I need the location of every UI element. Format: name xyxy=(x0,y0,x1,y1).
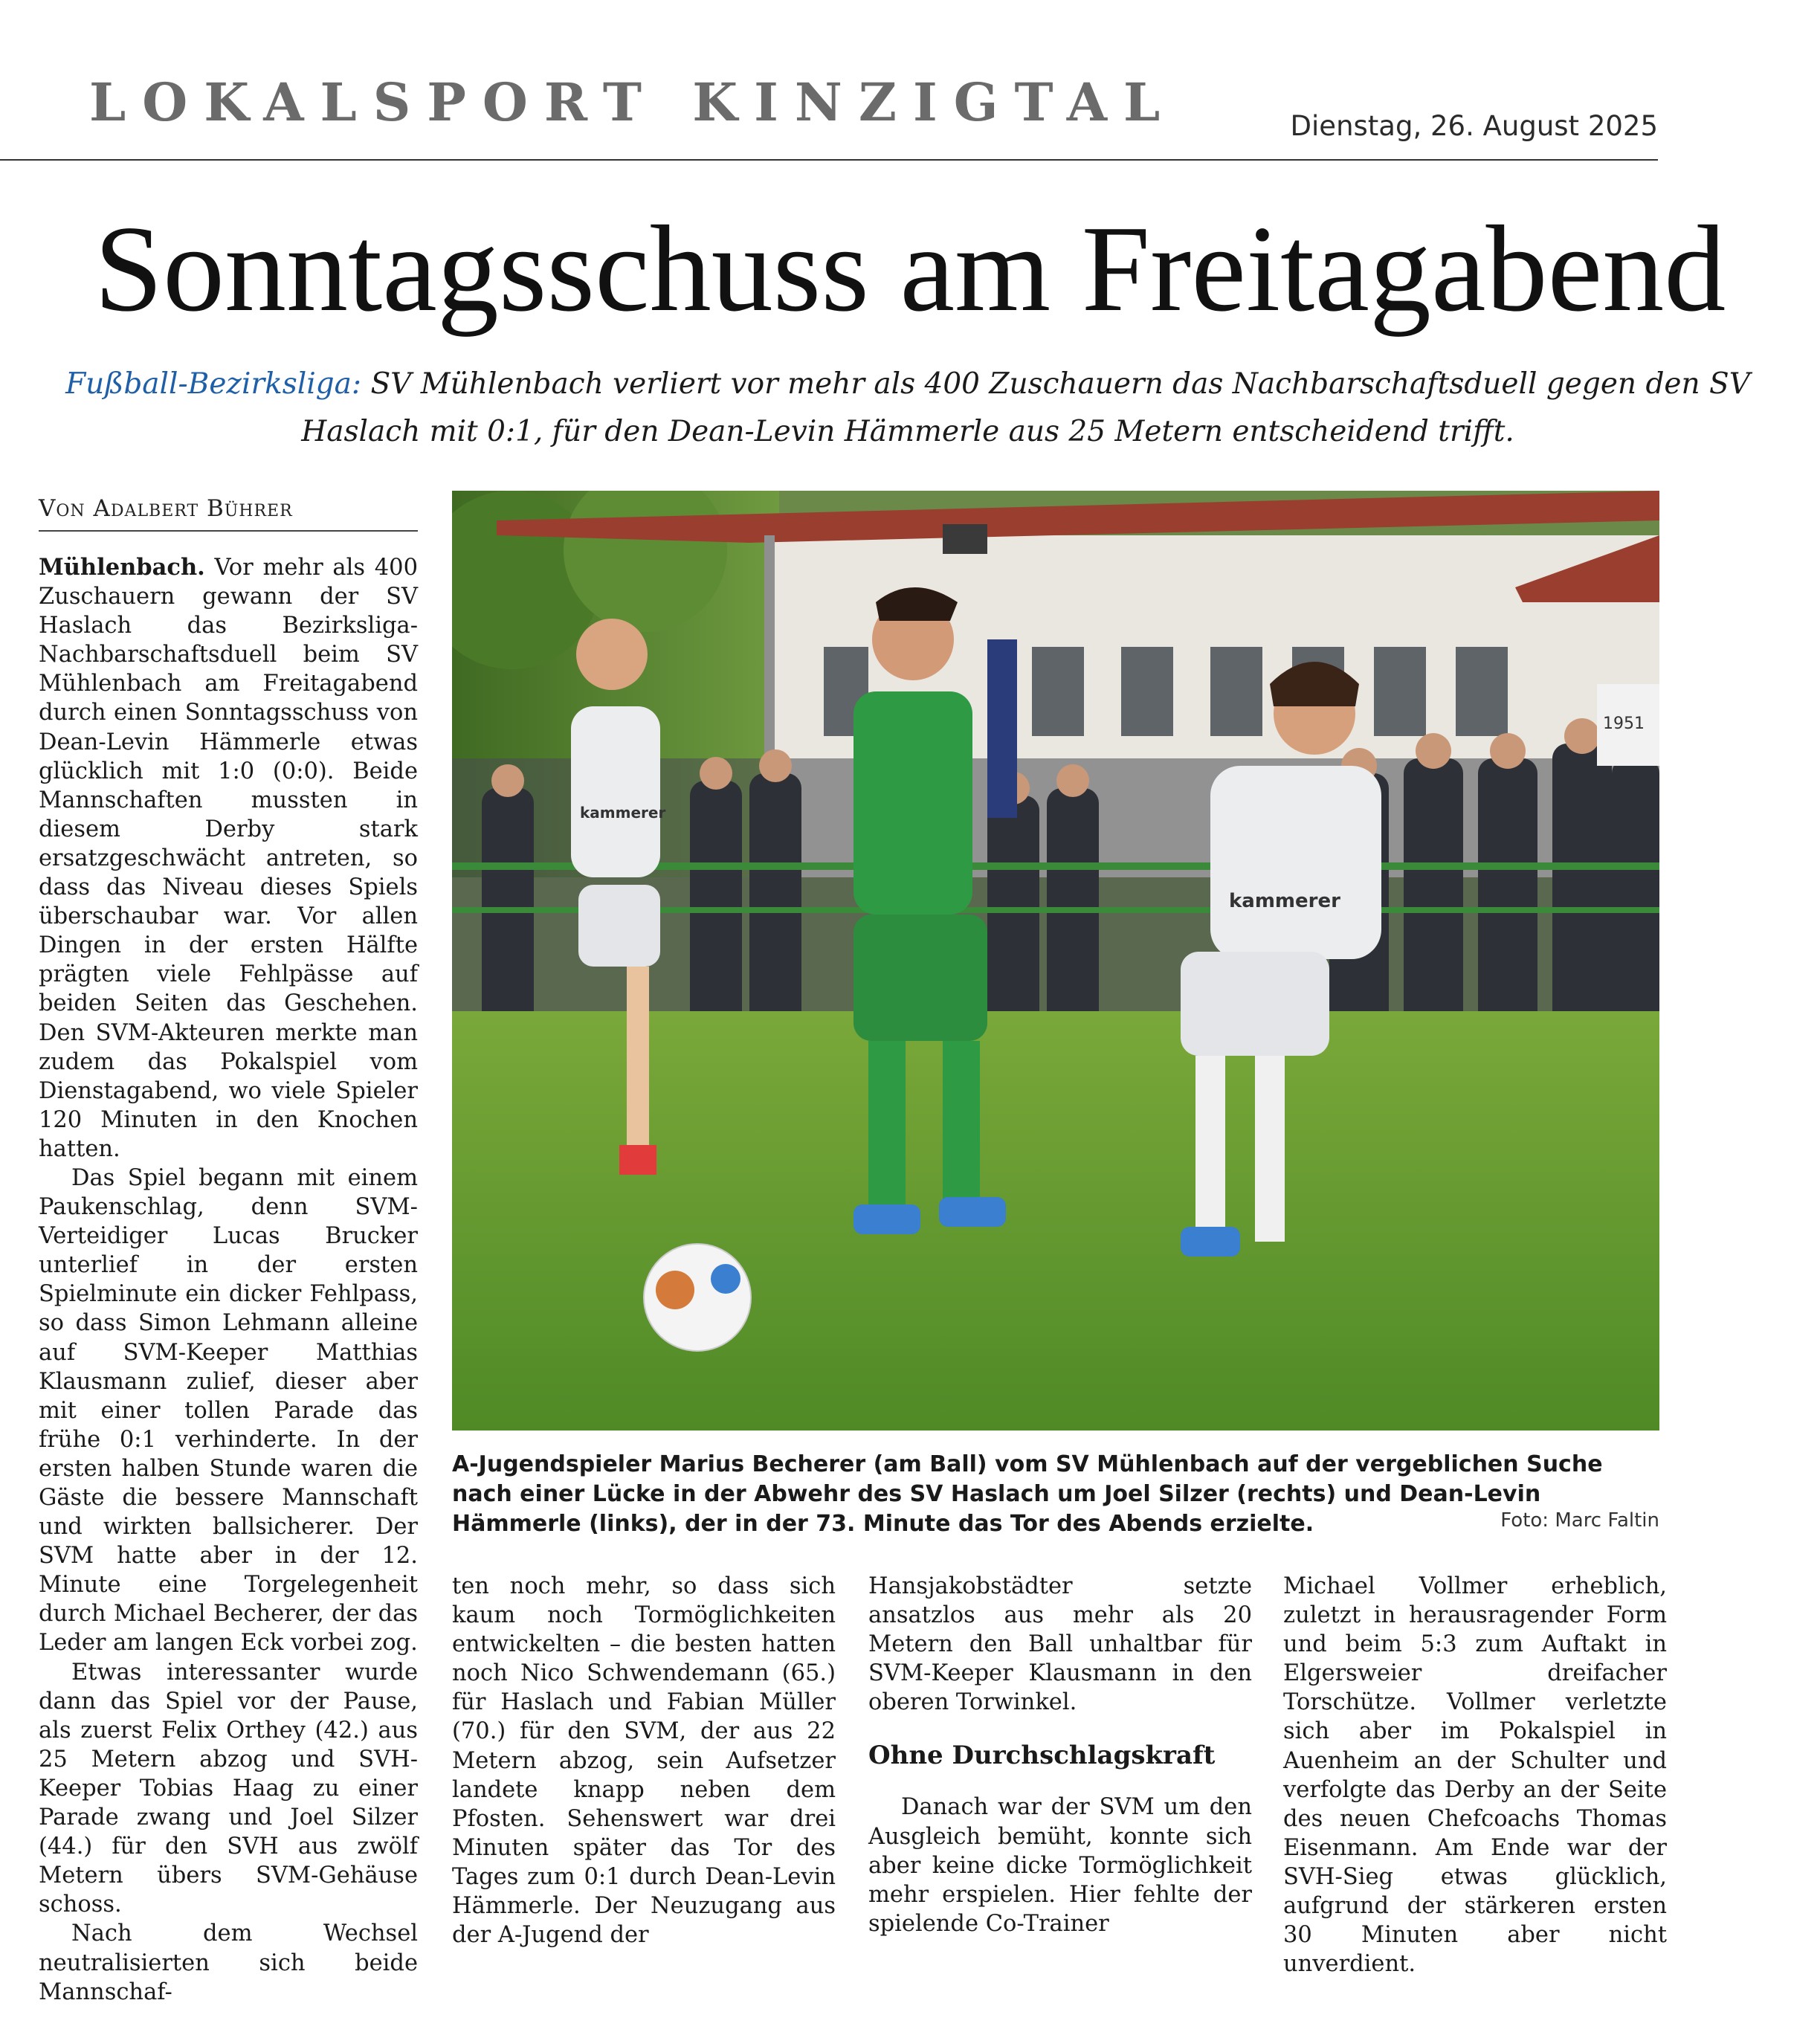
paragraph: Das Spiel begann mit einem Paukenschlag, denn SVM-Verteidiger Lucas Brucker unterlief in der ersten Spielminute ein dicker Fehlpass, so dass Simon Lehmann alleine auf SVM-Keeper Matthias Klausmann zulief, dieser aber mit einer tollen Parade das frühe 0:1 verhinderte. In der ersten halben Stunde waren die Gäste die bessere Mannschaft und wirkten ballsicherer. Der SVM hatte aber in der 12. Minute eine Torgelegenheit durch Michael Becherer, der das Leder am langen Eck vorbei zog. xyxy=(39,1164,418,1657)
header-divider xyxy=(0,159,1658,161)
spectator-shirt-number: 1951 xyxy=(1603,715,1645,733)
issue-date: Dienstag, 26. August 2025 xyxy=(1290,110,1658,142)
football xyxy=(644,1244,751,1351)
subheadline-text: SV Mühlenbach verliert vor mehr als 400 Zuschauern das Nachbarschaftsduell gegen den SV Haslach mit 0:1, für den Dean-Levin Hämmerle aus 25 Metern entscheidend trifft. xyxy=(301,367,1750,448)
paragraph: ten noch mehr, so dass sich kaum noch Tormöglichkeiten entwickelten – die besten hatten noch Nico Schwendemann (65.) für Haslach und Fabian Müller (70.) für den SVM, der aus 22 Metern abzog, sein Aufsetzer landete knapp neben dem Pfosten. Sehenswert war drei Minuten später das Tor des Tages zum 0:1 durch Dean-Levin Hämmerle. Der Neuzugang aus der A-Jugend der xyxy=(452,1573,836,1949)
paragraph: Danach war der SVM um den Ausgleich bemüht, konnte sich aber keine dicke Tormöglichkeit mehr erspielen. Hier fehlte der spielende Co-Trainer xyxy=(868,1794,1252,1937)
headline: Sonntagsschuss am Freitagabend xyxy=(94,200,1726,337)
loudspeaker xyxy=(943,524,987,554)
subheadline xyxy=(45,361,1771,456)
article-column-2 xyxy=(452,1572,836,1949)
section-title: LOKALSPORT KINZIGTAL xyxy=(89,71,1177,133)
jersey-sponsor: kammerer xyxy=(580,804,666,822)
paragraph: Etwas interessanter wurde dann das Spiel vor der Pause, als zuerst Felix Orthey (42.) aus 25 Metern abzog und SVH-Keeper Tobias Haag zu einer Parade zwang und Joel Silzer (44.) für den SVH aus zwölf Metern übers SVM-Gehäuse schoss. xyxy=(39,1659,418,1918)
paragraph: Michael Vollmer erheblich, zuletzt in herausragender Form und beim 5:3 zum Auftakt in Elgersweier dreifacher Torschütze. Vollmer verletzte sich aber im Pokalspiel in Auenheim an der Schulter und verfolgte das Derby an der Seite des neuen Chefcoachs Thomas Eisenmann. Am Ende war der SVH-Sieg etwas glücklich, aufgrund der stärkeren ersten 30 Minuten aber nicht unverdient. xyxy=(1283,1573,1667,1978)
dateline: Mühlenbach. xyxy=(39,554,205,581)
kicker: Fußball-Bezirksliga: xyxy=(65,367,362,401)
paragraph-text: Vor mehr als 400 Zuschauern gewann der SV Haslach das Bezirksliga-Nachbarschaftsduell beim SV Mühlenbach am Freitagabend durch einen Sonntagsschuss von Dean-Levin Hämmerle etwas glücklich mit 1:0 (0:0). Beide Mannschaften mussten in diesem Derby stark ersatzgeschwächt antreten, so dass das Niveau dieses Spiels überschaubar war. Vor allen Dingen in der ersten Hälfte prägten viele Fehlpässe auf beiden Seiten das Geschehen. Den SVM-Akteuren merkte man zudem das Pokalspiel vom Dienstagabend, wo viele Spieler 120 Minuten in den Knochen hatten. xyxy=(39,555,418,1162)
paragraph: Hansjakobstädter setzte ansatzlos aus mehr als 20 Metern den Ball unhaltbar für SVM-Keeper Klausmann in den oberen Torwinkel. xyxy=(868,1573,1252,1716)
photo-credit: Foto: Marc Faltin xyxy=(1500,1509,1659,1532)
article-column-4 xyxy=(1283,1572,1667,1978)
article-photo xyxy=(452,491,1659,1431)
article-column-3 xyxy=(868,1572,1252,1938)
byline-divider xyxy=(39,530,418,532)
jersey-sponsor: kammerer xyxy=(1229,890,1340,912)
paragraph: Nach dem Wechsel neutralisierten sich beide Mannschaf- xyxy=(39,1920,418,2005)
paragraph xyxy=(39,553,418,1164)
subhead: Ohne Durchschlagskraft xyxy=(868,1741,1216,1771)
article-column-1 xyxy=(39,553,418,2007)
byline: Von Adalbert Bührer xyxy=(39,495,293,522)
umbrella xyxy=(987,639,1017,818)
photo-caption: A-Jugendspieler Marius Becherer (am Ball) vom SV Mühlenbach auf der vergeblichen Suche nach einer Lücke in der Abwehr des SV Haslach um Joel Silzer (rechts) und Dean-Levin Hämmerle (links), der in der 73. Minute das Tor des Abends erzielte. xyxy=(452,1451,1603,1537)
